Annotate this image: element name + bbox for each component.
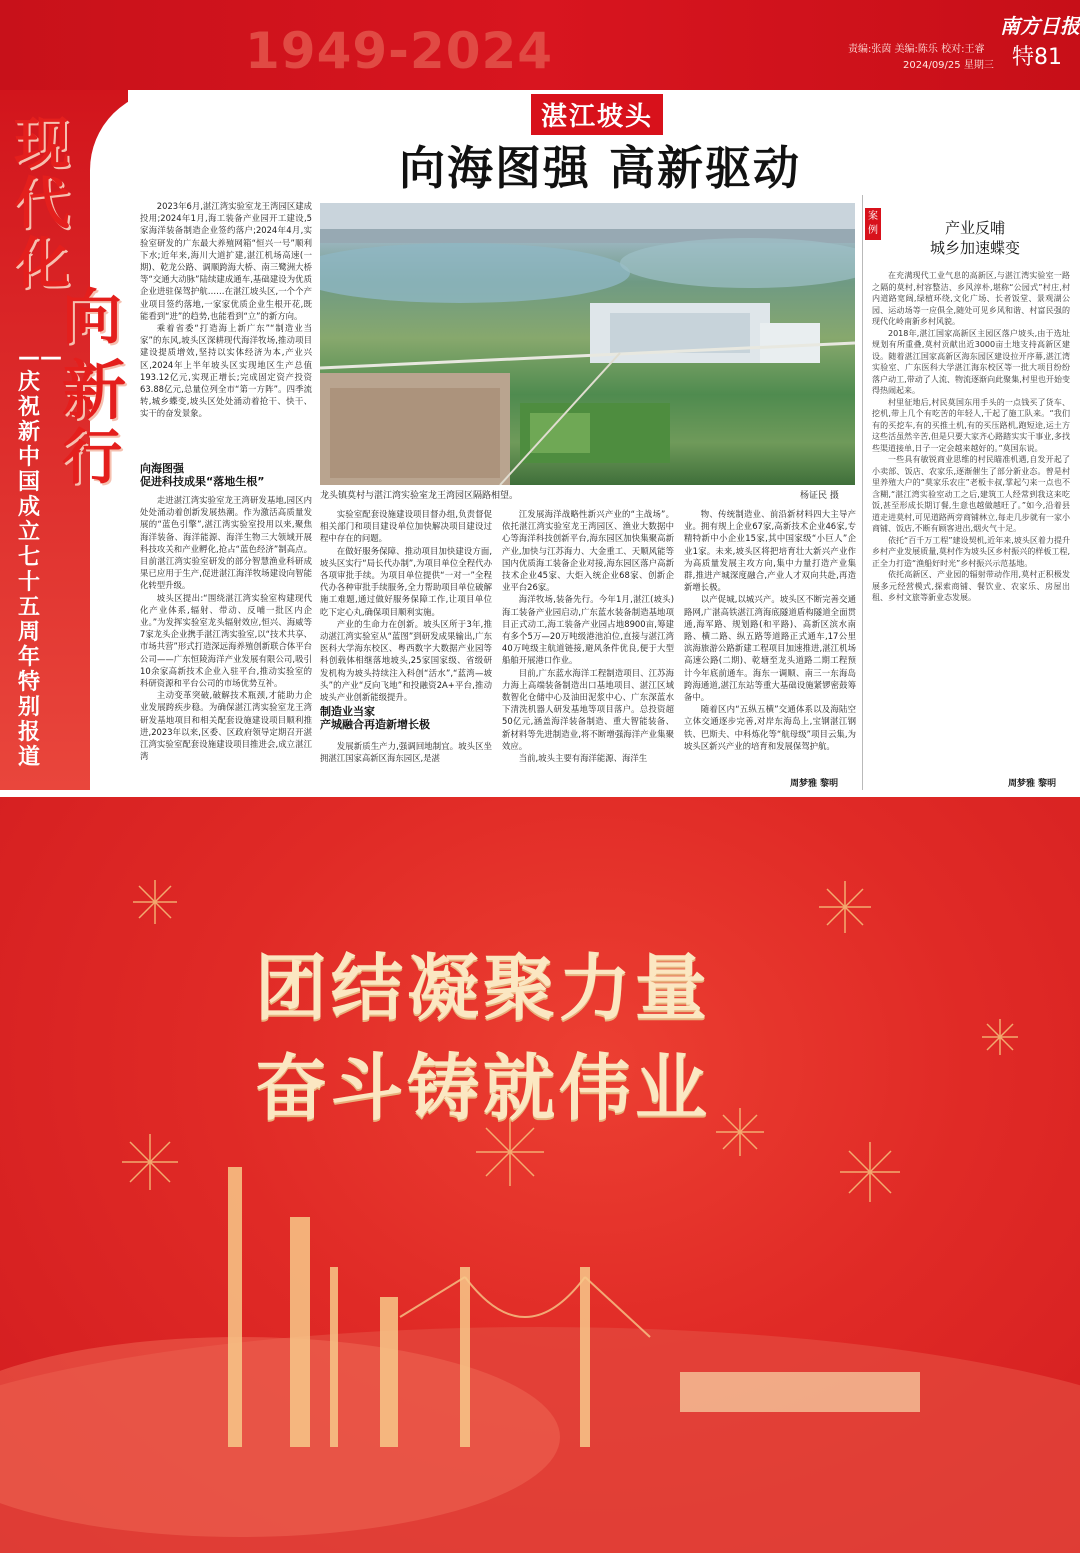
photo-credit: 杨证民 摄: [800, 491, 839, 501]
aerial-photo: [320, 203, 855, 485]
newspaper-logo: 南方日报: [1000, 14, 1080, 38]
poster-banner: [0, 797, 1080, 1553]
paragraph: 村里征地后,村民莫国东用手头的一点钱买了货车、挖机,带上几个有吃苦的年轻人,干起了施工队来。“我们有的买挖车,有的买推土机,有的买压路机,跑短途,运土方这些活虽然辛苦,但是只要大家齐心路踏实实干事业,多找些渠道接单,日子一定会越来越好的。”莫国东说。: [872, 397, 1070, 453]
fireworks-illustration: [0, 797, 1080, 1553]
article-column-1: [140, 200, 312, 456]
paragraph: 2023年6月,湛江湾实验室龙王湾园区建成投用;2024年1月,海工装备产业园开工建设,5家海洋装备制造企业签约落户;2024年4月,实验室研发的广东最大养殖网箱“恒兴一号”顺利下水;近年来,海川大道扩建,湛江机场高速(一期)、乾龙公路、调顺跨海大桥、南三鹭洲大桥等“交通大动脉”陆续建成通车,基础建设为优质企业进驻保驾护航……在湛江坡头区,一个个产业项目签约落地,一家家优质企业生根开花,既能看到“进”的趋势,也能看到“立”的新方向。: [140, 201, 312, 321]
paragraph: 依托“百千万工程”建设契机,近年来,坡头区着力提升乡村产业发展质量,莫村作为坡头区乡村振兴的样板工程,正全力打造“渔船好时光”乡村振兴示范基地。: [872, 535, 1070, 568]
series-subtitle: ——庆祝新中国成立七十五周年特别报道: [18, 345, 62, 770]
date-text: 2024/09/25: [903, 60, 961, 71]
paragraph: 一些具有敏锐商业思维的村民瞄准机遇,自发开起了小卖部、饭店、农家乐,逐渐催生了部分新业态。曾是村里养殖大户的“莫家乐农庄”老板卡叔,掌起勺来一点也不含糊,“湛江湾实验室动工之后,建筑工人经常到我这来吃饭,甚至形成长期订餐,生意也越做越旺了。”如今,沿着县道走进莫村,可见道路两旁商铺林立,每走几步就有一家小商铺、饭店,不断有顾客进出,烟火气十足。: [872, 455, 1070, 533]
paragraph: 实验室配套设施建设项目督办组,负责督促相关部门和项目建设单位加快解决项目建设过程中存在的问题。: [320, 509, 492, 544]
paragraph: 随着区内“五纵五横”交通体系以及海陆空立体交通逐步完善,对岸东海岛上,宝钢湛江钢铁、巴斯夫、中科炼化等“航母级”项目云集,为坡头区新兴产业的培育和发展保驾护航。: [684, 704, 856, 751]
paragraph: 当前,坡头主要有海洋能源、海洋生: [518, 753, 648, 764]
case-tag: 案例: [865, 208, 881, 240]
paragraph: 发展新质生产力,强调回地制宜。坡头区坐拥湛江国家高新区海东园区,是湛: [320, 741, 492, 764]
series-title-char-5: 新: [62, 354, 126, 429]
article-column-2: [320, 508, 492, 703]
editor-credits: 责编:张茵 美编:陈乐 校对:王睿: [848, 44, 985, 55]
paragraph: 依托高新区、产业园的辐射带动作用,莫村正积极发展多元经营模式,探索商铺、餐饮业、农家乐、房屋出租、乡村文旅等新业态发展。: [872, 570, 1070, 602]
case-body: [872, 270, 1070, 765]
series-title-char-2: 代: [14, 171, 70, 237]
case-title: 产业反哺 城乡加速蝶变: [929, 219, 1020, 257]
paragraph: 主动变革突破,破解技术瓶颈,才能助力企业发展跨疾步稳。为确保湛江湾实验室龙王湾研发基地项目和相关配套设施建设项目顺利推进,2023年以来,区委、区政府领导定期召开湛江湾实验室配套设施建设项目推进会,成立湛江湾: [140, 690, 312, 762]
series-title-char-6: 行: [62, 423, 122, 493]
poster-slogan-line-1: 团结凝聚力量: [255, 946, 712, 1030]
issue-date: [903, 56, 994, 71]
article-byline: 周梦雅 黎明: [790, 779, 839, 789]
paragraph: 江发展海洋战略性新兴产业的“主战场”。依托湛江湾实验室龙王湾园区、渔业大数据中心等海洋科技创新平台,海东园区加快集聚高新产业,加快与江苏海力、大金重工、天顺风能等国内优质海工装备企业对接,海东园区落户高新技术企业45家、大炬入统企业68家、创新企业平台26家。: [502, 509, 674, 593]
paragraph: 走进湛江湾实验室龙王湾研发基地,园区内处处涌动着创新发展热潮。作为激活高质量发展的“蓝色引擎”,湛江湾实验室投用以来,聚焦海洋装备、海洋能源、海洋生物三大领域开展科技攻关和产业孵化,抢占“蓝色经济”制高点。目前湛江湾实验室研发的部分智慧渔业科研成果已应用于生产,促进湛江海洋牧场建设向智能化转型升级。: [140, 495, 312, 591]
series-title-char-1: 现: [14, 111, 70, 177]
subheading-2: 制造业当家 产城融合再造新增长极: [320, 705, 430, 731]
article-column-2b: [320, 740, 492, 788]
series-title-char-3: 化: [14, 231, 70, 297]
paragraph: 2018年,湛江国家高新区主园区落户坡头,由于选址规划有所重叠,莫村贡献出近3000亩土地支持高新区建设。随着湛江国家高新区海东园区建设拉开序幕,湛江湾实验室、广东医科大学湛江海东校区等一批大项目纷纷落户动工,带动了人流、物流逐渐向此聚集,村里也开始变得热闹起来。: [872, 328, 1070, 395]
article-column-3: [502, 508, 674, 788]
paragraph: 坡头区提出:“围绕湛江湾实验室构建现代化产业体系,辐射、带动、反哺一批区内企业。”为发挥实验室龙头辐射效应,恒兴、海威等7家龙头企业携手湛江湾实验室,以“技术共享、市场共营”形式打造深远海养殖创新联合体平台公司——广东恒陵海洋产业发展有限公司,吸引10余家高新技术企业入驻平台,推动实验室的科研资源和平台公司的市场优势互补。: [140, 592, 312, 689]
paragraph: 在充满现代工业气息的高新区,与湛江湾实验室一路之隔的莫村,村容整洁、乡风淳朴,堪称“公园式”村庄,村内道路宽阔,绿植环绕,文化广场、长者饭堂、景观湖公园、运动场等一应俱全,随处可见乡风和谐、村富民强的现代化岭南新乡村风貌。: [872, 271, 1070, 326]
paragraph: 在做好服务保障、推动项目加快建设方面,坡头区实行“局长代办制”,为项目单位全程代办各项审批手续。为项目单位提供“一对一”全程代办各种审批手续服务,全力帮助项目单位破解施工难题,通过做好服务保障工作,让项目单位吃下定心丸,确保项目顺利实施。: [320, 545, 492, 617]
photo-caption: 龙头镇莫村与湛江湾实验室龙王湾园区隔路相望。: [320, 491, 519, 501]
series-title-char-4: 向: [62, 283, 122, 353]
paragraph: 乘着省委“打造海上新广东”“制造业当家”的东风,坡头区深耕现代海洋牧场,推动项目建设提质增效,坚持以实体经济为本,产业兴区,2024年上半年坡头区实现地区生产总值193.12亿元,实现正增长;完成固定资产投资63.88亿元,总量位列全市“第一方阵”。四季流转,城乡蝶变,坡头区处处涌动着抢干、快干、实干的奋发景象。: [140, 323, 312, 419]
page-number: 特81: [1012, 45, 1062, 70]
article-column-4: [684, 508, 856, 770]
case-byline: 周梦雅 黎明: [1008, 779, 1057, 789]
column-divider: [862, 195, 863, 790]
article-column-1b: [140, 494, 312, 788]
subheading-1: 向海图强 促进科技成果“落地生根”: [140, 462, 265, 488]
paragraph: 海洋牧场,装备先行。今年1月,湛江(坡头)海工装备产业园启动,广东蓝水装备制造基地项目正式动工,海工装备产业园占地8900亩,筹建有多个5万—20万吨级港池泊位,直接与湛江湾40万吨级主航道链接,避风条件优良,便于大型船舶开展港口作业。: [502, 594, 674, 666]
paragraph: 产业的生命力在创新。坡头区所于3年,推动湛江湾实验室从“蓝图”到研发成果输出,广东医科大学海东校区、粤西数字大数据产业园等科创载体相继落地坡头,25家国家级、省级研发机构为坡头持续注入科创“活水”,“蓝湾—坡头”的产业“反向飞地”和投融资2A+平台,推动坡头产业创新能级提升。: [320, 618, 492, 703]
paragraph: 目前,广东蓝水海洋工程制造项目、江苏海力海上高端装备制造出口基地项目、湛江区域数智化仓储中心及油田泥浆中心、广东深蓝水下清洗机器人研发基地等项目落户。总投资超50亿元,涵盖海洋装备制造、重大智能装备、新材料等先进制造业,将不断增强海洋产业集聚效应。: [502, 667, 674, 751]
paragraph: 以产促城,以城兴产。坡头区不断完善交通路网,广湛高铁湛江湾海底隧道盾构隧道全面贯通,海军路、规划路(和平路)、高新区滨水南路、横二路、纵五路等道路正式通车,17公里滨海旅游公路新建工程项目加速推进,湛江机场高速公路(二期)、乾塘至龙头道路二期工程预计今年底前通车。海东一调顺、南三一东海岛跨海通道,湛江东站等重大基础设施紧锣密鼓筹备中。: [684, 594, 856, 703]
weekday-text: 星期三: [963, 60, 994, 71]
paragraph: 物、传统制造业、前沿新材料四大主导产业。拥有规上企业67家,高新技术企业46家,专精特新中小企业15家,其中国家级“小巨人”企业1家。未来,坡头区将把培育壮大新兴产业作为高质量发展主攻方向,集中力量打造产业集群,推进产城深度融合,产业人才双向共赴,再造新增长极。: [684, 509, 856, 593]
page-headline: 向海图强 高新驱动: [398, 141, 801, 195]
poster-slogan-line-2: 奋斗铸就伟业: [255, 1046, 712, 1130]
photo-illustration: [320, 203, 855, 485]
section-kicker: 湛江坡头: [531, 94, 663, 135]
anniversary-years: 1949-2024: [245, 22, 554, 80]
